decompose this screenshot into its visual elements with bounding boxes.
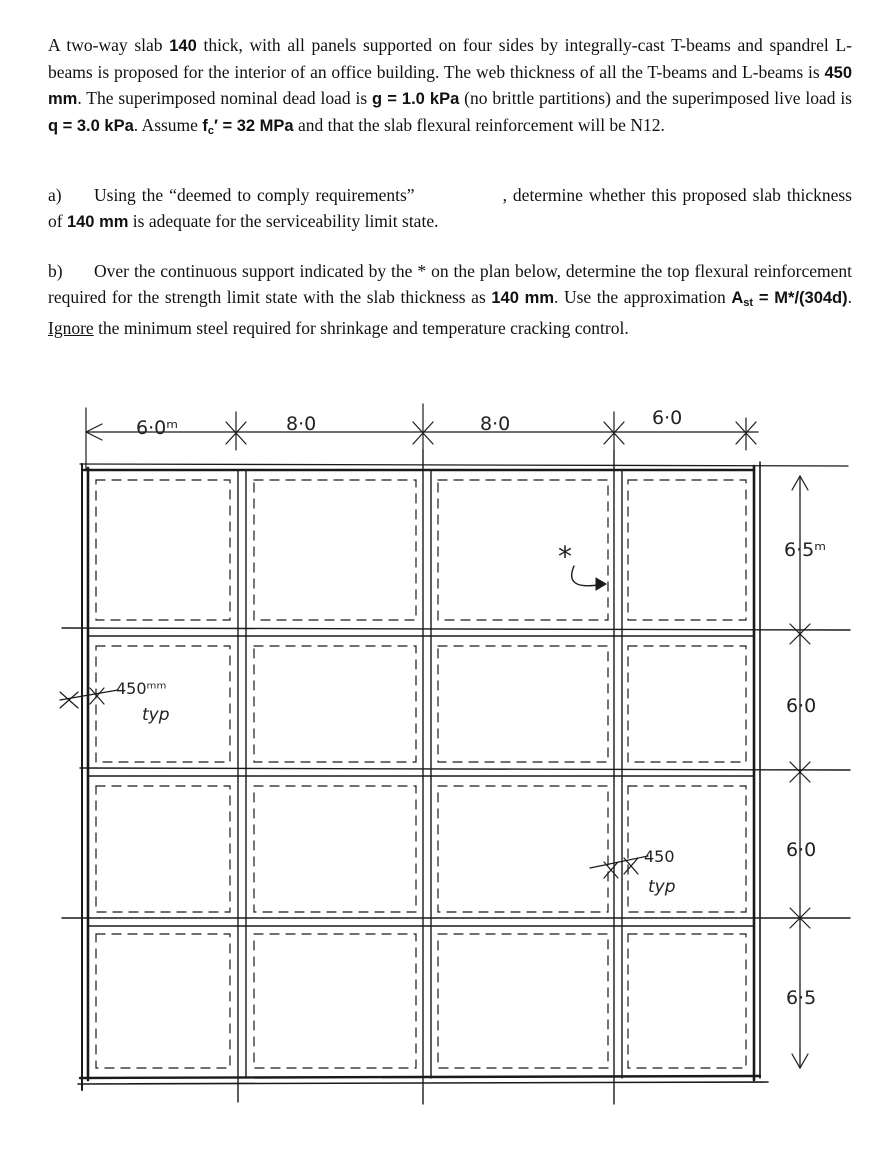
live-load-value: q = 3.0 kPa [48,116,134,135]
part-a-text-1: Using the “deemed to comply requirements” [94,185,415,205]
dead-load-value: g = 1.0 kPa [372,90,460,108]
edge-beam-outer-line [80,464,848,466]
part-a-text-3: is adequate for the serviceability limit state. [128,210,439,231]
intro-text-5: . Assume [133,114,203,135]
ast-subscript: st [743,296,754,309]
web-note-left-typ: typ [142,705,170,725]
edge-beam-line [80,1076,760,1078]
intro-text-1: A two-way slab [48,35,170,55]
dimension-tick-icon [604,862,618,878]
intro-text-3: . The superimposed nominal dead load is [77,88,373,108]
slab-panel-outline [438,480,608,620]
intro-text-6: and that the slab flexural reinforcement will be N12. [293,114,665,135]
web-note-right-value: 450 [644,847,675,866]
concrete-strength-symbol: f [202,116,208,135]
part-b-label: b) [48,261,63,281]
t-beam-line [80,768,850,770]
web-note-right-typ: typ [648,877,676,897]
concrete-strength-subscript: c [207,124,214,137]
span-label-y-1: 6·5ᵐ [784,539,827,561]
part-b-text-4: the minimum steel required for shrinkage and temperature cracking control. [93,318,629,338]
slab-panel-outline [628,646,746,762]
slab-panel-outline [96,646,230,762]
intro-text-2: thick, with all panels supported on four sides by integrally-cast T-beams and spandrel L-beams is proposed for the interior of an office building. The web thickness of all the T-beams and L-beams is [48,35,852,82]
slab-panel-outline [254,786,416,912]
ast-symbol: A [731,288,744,307]
slab-panel-outline [254,646,416,762]
span-label-x-1: 6·0ᵐ [136,417,179,439]
slab-panel-outline [254,934,416,1068]
part-b-text-2: . Use the approximation [554,286,732,307]
part-b-text-3: . [847,286,852,307]
ignore-underlined: Ignore [48,318,94,338]
slab-panel-outline [96,480,230,620]
web-thickness-value: 450 mm [48,63,852,108]
part-b-text-1: Over the continuous support indicated by the * on the plan below, determine the top flexural reinforcement required for the strength limit state with the slab thickness as [48,261,852,307]
part-b-thickness: 140 mm [491,288,555,307]
span-label-x-3: 8·0 [480,413,511,435]
web-note-left-value: 450ᵐᵐ [116,679,167,698]
span-label-y-3: 6·0 [786,839,817,861]
span-label-y-4: 6·5 [786,987,817,1009]
slab-panel-outline [438,934,608,1068]
dimension-tick-icon [624,858,638,874]
span-label-y-2: 6·0 [786,695,817,717]
web-dimension-leader [590,856,648,868]
span-label-x-2: 8·0 [286,413,317,435]
slab-panel-outline [96,934,230,1068]
part-a-label: a) [48,185,62,205]
slab-panel-outline [254,480,416,620]
part-a-text-2: , determine whether this proposed slab thickness of [48,185,852,231]
slab-panel-outline [628,480,746,620]
slab-panel-outline [438,646,608,762]
span-label-x-4: 6·0 [652,407,683,429]
dimension-tick-icon [90,688,104,704]
slab-thickness-value: 140 [169,37,197,55]
t-beam-line [62,628,850,630]
support-star-marker: * [558,540,572,573]
concrete-strength-value: ′ = 32 MPa [213,116,294,135]
part-a-thickness: 140 mm [66,212,129,231]
slab-panel-outline [438,786,608,912]
slab-panel-outline [628,934,746,1068]
slab-panel-outline [96,786,230,912]
ast-formula: = M*/(304d) [753,288,848,307]
intro-text-4: (no brittle partitions) and the superimposed live load is [459,88,852,108]
arrowhead-icon [596,578,606,590]
